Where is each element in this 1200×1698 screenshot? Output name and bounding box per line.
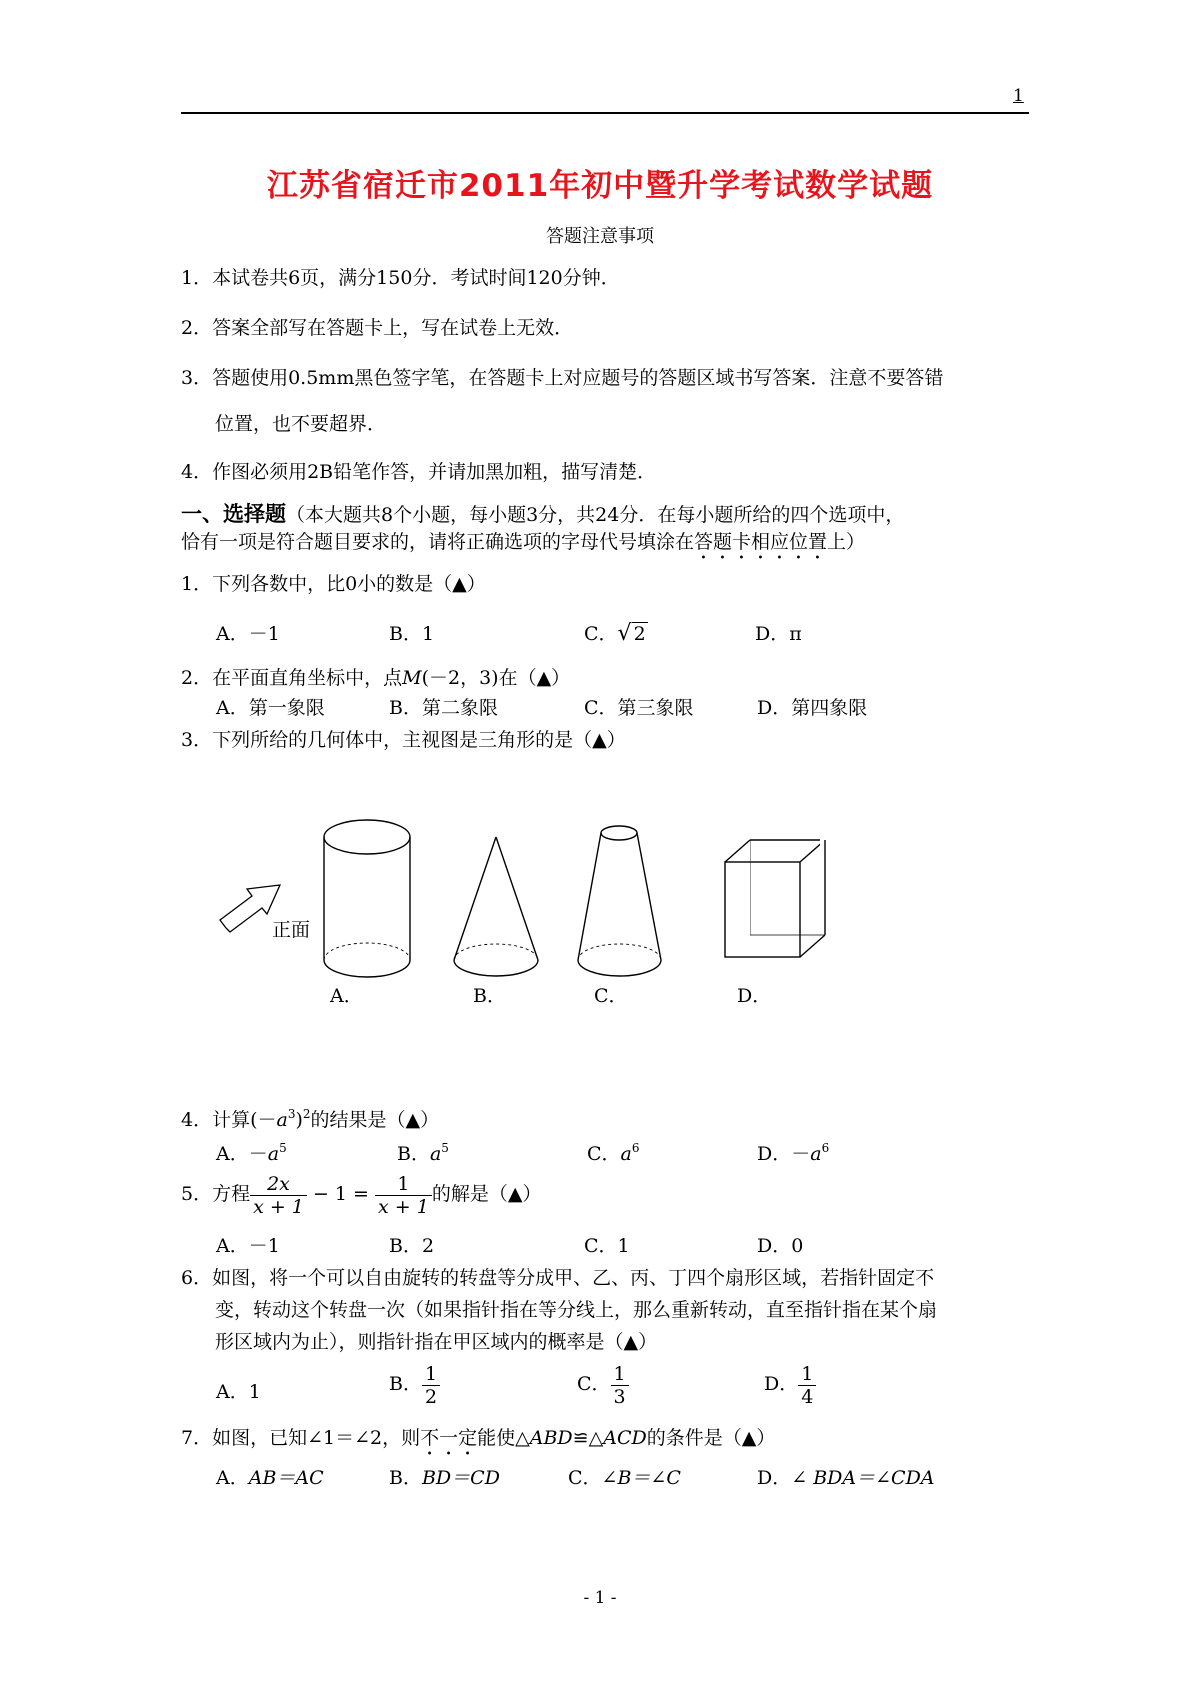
footer-page-number: - 1 - [583, 1588, 617, 1608]
q2-stem-var: M [402, 667, 422, 689]
q6-line-2: 变，转动这个转盘一次（如果指针指在等分线上，那么重新转动，直至指针指在某个扇 [215, 1299, 938, 1321]
q6-option-c [577, 1362, 629, 1408]
q3-option-d: D． [737, 985, 772, 1007]
q6-option-b [389, 1362, 440, 1408]
q5-mid: − 1 = [312, 1183, 369, 1205]
q7-option-a-value: AB＝AC [248, 1467, 324, 1489]
q7-option-c-label: C． [568, 1467, 602, 1489]
q4-stem: 4．计算$(-a^3)^2$的结果是（▲） [181, 1107, 440, 1131]
q3-figures [200, 800, 820, 990]
q4-option-b [397, 1142, 449, 1166]
q5-frac1-den: x + 1 [253, 1195, 304, 1218]
q6-c-den: 3 [613, 1385, 626, 1408]
note-4: 4．作图必须用2B铅笔作答，并请加黑加粗，描写清楚． [181, 461, 657, 483]
q4-stem-pre: 4．计算(－ [181, 1109, 277, 1131]
q7-option-b-value: BD＝CD [421, 1467, 500, 1489]
q7-triangle-2: ACD [603, 1427, 647, 1449]
q7-stem-mid: 能使△ [477, 1427, 530, 1449]
q7-option-d-label: D． [757, 1467, 792, 1489]
header-rule [181, 112, 1029, 114]
q6-d-num: 1 [798, 1363, 816, 1386]
q7-stem [181, 1426, 775, 1460]
q7-option-c [568, 1466, 681, 1490]
q5-fraction-2 [375, 1173, 432, 1218]
q5-option-c: C．1 [584, 1235, 630, 1257]
sqrt-sign-icon: √ [617, 621, 632, 646]
q2-option-c: C．第三象限 [584, 697, 694, 719]
q4-stem-var: a [276, 1109, 288, 1131]
cylinder-shape [324, 820, 410, 977]
q5-fraction-1 [250, 1173, 307, 1218]
q1-option-d: D．π [755, 623, 802, 645]
q4-option-c [587, 1142, 640, 1166]
section-heading [181, 498, 904, 528]
note-3-cont: 位置，也不要超界． [215, 413, 387, 435]
section-desc-2 [181, 530, 865, 564]
q5-option-d: D．0 [757, 1235, 804, 1257]
q7-option-b [389, 1466, 500, 1490]
q6-option-a: A．1 [216, 1381, 261, 1403]
note-2: 2．答案全部写在答题卡上，写在试卷上无效． [181, 317, 574, 339]
q6-c-num: 1 [611, 1363, 629, 1386]
q1-option-b: B．1 [389, 623, 435, 645]
q6-option-d-label: D． [764, 1373, 799, 1395]
q1-stem: 1．下列各数中，比0小的数是（▲） [181, 573, 486, 595]
q6-option-b-fraction [422, 1363, 440, 1408]
q7-congruent: ≌△ [572, 1427, 604, 1449]
q4-option-d-exp: 6 [821, 1141, 830, 1155]
q5-option-b: B．2 [389, 1235, 435, 1257]
q4-option-d-label: D．－ [757, 1143, 811, 1165]
q7-stem-post: 的条件是（▲） [646, 1427, 776, 1449]
q7-option-b-label: B． [389, 1467, 422, 1489]
q4-option-d [757, 1142, 829, 1166]
q5-option-a: A．－1 [216, 1235, 280, 1257]
q5-frac1-num: 2x [250, 1173, 307, 1196]
q4-option-c-label: C． [587, 1143, 621, 1165]
section-title: 一、选择题 [181, 502, 286, 526]
q4-option-a [216, 1142, 287, 1166]
q7-option-d [757, 1466, 935, 1490]
q7-option-a [216, 1466, 324, 1490]
q4-option-c-exp: 6 [631, 1141, 640, 1155]
section-desc-2-dotted: 答题卡相应位置 [694, 531, 828, 553]
q6-option-d [764, 1362, 816, 1408]
q6-b-den: 2 [424, 1385, 438, 1408]
q7-option-d-value: ∠ BDA＝∠CDA [791, 1467, 935, 1489]
q1-option-c-label: C． [584, 623, 618, 645]
q6-b-num: 1 [422, 1363, 440, 1386]
q6-option-d-fraction [798, 1363, 816, 1408]
q2-stem [181, 666, 570, 690]
q7-stem-pre: 7．如图，已知∠1＝∠2，则 [181, 1427, 421, 1449]
q5-stem-post: 的解是（▲） [431, 1183, 542, 1205]
q4-exp-inner: 3 [287, 1107, 296, 1121]
q4-option-b-exp: 5 [441, 1141, 449, 1155]
q4-option-d-var: a [810, 1143, 822, 1165]
q6-line-3: 形区域内为止），则指针指在甲区域内的概率是（▲） [215, 1331, 658, 1353]
q5-frac2-num: 1 [375, 1173, 432, 1196]
q3-stem: 3．下列所给的几何体中，主视图是三角形的是（▲） [181, 729, 626, 751]
exam-title: 江苏省宿迁市2011年初中暨升学考试数学试题 [266, 168, 934, 204]
frustum-shape [578, 826, 661, 976]
q1-option-a: A．－1 [216, 623, 280, 645]
q2-option-a: A．第一象限 [216, 697, 325, 719]
q2-option-d: D．第四象限 [757, 697, 868, 719]
q4-stem-post: 的结果是（▲） [310, 1109, 440, 1131]
q4-option-b-var: a [429, 1143, 442, 1165]
q1-option-c [584, 622, 648, 646]
q5-frac2-den: x + 1 [378, 1195, 429, 1218]
q2-stem-pre: 2．在平面直角坐标中，点 [181, 667, 403, 689]
front-label: 正面 [272, 919, 311, 941]
section-desc-2-post: 上） [827, 531, 866, 553]
cube-hidden-edges [750, 838, 830, 962]
notes-heading: 答题注意事项 [546, 226, 654, 247]
q7-triangle-1: ABD [529, 1427, 573, 1449]
q4-option-a-exp: 5 [279, 1141, 287, 1155]
note-3: 3．答题使用0.5mm黑色签字笔，在答题卡上对应题号的答题区域书写答案．注意不要答错 [181, 367, 944, 389]
q4-exp-outer: 2 [302, 1107, 311, 1121]
q6-d-den: 4 [801, 1385, 814, 1408]
q6-line-1: 6．如图，将一个可以自由旋转的转盘等分成甲、乙、丙、丁四个扇形区域，若指针固定不 [181, 1267, 935, 1289]
front-arrow-icon [220, 885, 280, 932]
cone-shape [454, 837, 538, 976]
q4-option-a-label: A．－ [216, 1143, 268, 1165]
q5-stem-pre: 5．方程 [181, 1183, 251, 1205]
q6-option-c-fraction [611, 1363, 629, 1408]
q7-option-c-value: ∠B＝∠C [601, 1467, 681, 1489]
section-desc-1: （本大题共8个小题，每小题3分，共24分．在每小题所给的四个选项中， [286, 504, 905, 526]
q1-option-c-radicand: 2 [633, 623, 646, 645]
q4-option-c-var: a [620, 1143, 632, 1165]
q2-stem-post: (－2，3)在（▲） [421, 667, 571, 689]
header-page-number: 1 [1013, 86, 1024, 106]
q3-option-a: A． [330, 985, 363, 1007]
q7-option-a-label: A． [216, 1467, 249, 1489]
q3-option-c: C． [594, 985, 628, 1007]
note-1: 1．本试卷共6页，满分150分．考试时间120分钟． [181, 267, 620, 289]
q5-stem [181, 1172, 541, 1218]
q7-stem-dotted: 不一定 [420, 1427, 478, 1449]
q2-option-b: B．第二象限 [389, 697, 498, 719]
section-desc-2-pre: 恰有一项是符合题目要求的，请将正确选项的字母代号填涂在 [181, 531, 695, 553]
q4-option-b-label: B． [397, 1143, 430, 1165]
q6-option-b-label: B． [389, 1373, 422, 1395]
q4-option-a-var: a [267, 1143, 280, 1165]
q3-option-b: B． [473, 985, 506, 1007]
q6-option-c-label: C． [577, 1373, 611, 1395]
